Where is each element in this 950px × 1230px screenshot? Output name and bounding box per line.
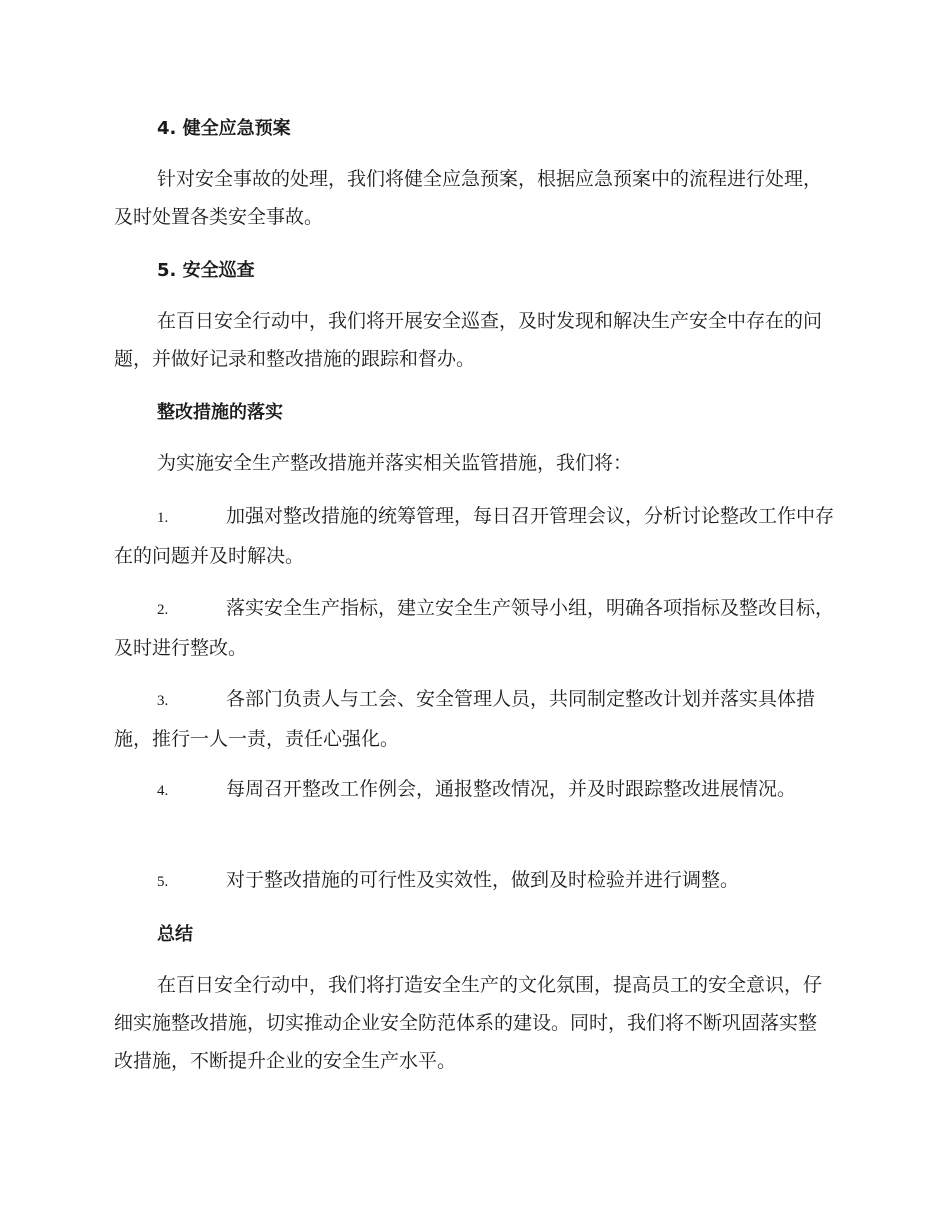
- paragraph-summary: 在百日安全行动中，我们将打造安全生产的文化氛围，提高员工的安全意识，仔细实施整改措施，切实推动企业安全防范体系的建设。同时，我们将不断巩固落实整改措施，不断提升企业的安全生产水平。: [114, 974, 823, 1072]
- list-item: [114, 589, 834, 667]
- list-item-number: 1.: [157, 510, 169, 526]
- list-item-number: 4.: [157, 783, 169, 799]
- list-item-text: 加强对整改措施的统筹管理，每日召开管理会议，分析讨论整改工作中存在的问题并及时解决。: [114, 505, 835, 567]
- list-item-text: 落实安全生产指标，建立安全生产领导小组，明确各项指标及整改目标，及时进行整改。: [114, 597, 835, 659]
- list-item-number: 5.: [157, 874, 169, 890]
- paragraph-implementation-intro: 为实施安全生产整改措施并落实相关监管措施，我们将：: [157, 452, 633, 474]
- paragraph-emergency-plan: 针对安全事故的处理，我们将健全应急预案，根据应急预案中的流程进行处理，及时处置各类安全事故。: [114, 168, 823, 228]
- list-item: [114, 770, 834, 810]
- list-item: [114, 680, 834, 758]
- list-item-number: 2.: [157, 602, 169, 618]
- list-item-text: 对于整改措施的可行性及实效性，做到及时检验并进行调整。: [226, 869, 740, 891]
- paragraph-safety-patrol: 在百日安全行动中，我们将开展安全巡查，及时发现和解决生产安全中存在的问题，并做好记录和整改措施的跟踪和督办。: [114, 310, 823, 370]
- heading-emergency-plan: 4. 健全应急预案: [157, 118, 291, 139]
- heading-safety-patrol: 5. 安全巡查: [157, 260, 255, 281]
- list-item-number: 3.: [157, 693, 169, 709]
- list-item: [114, 861, 834, 901]
- list-item: [114, 497, 834, 575]
- list-item-text: 各部门负责人与工会、安全管理人员，共同制定整改计划并落实具体措施，推行一人一责，责任心强化。: [114, 688, 816, 750]
- heading-summary: 总结: [157, 924, 193, 945]
- list-item-text: 每周召开整改工作例会，通报整改情况，并及时跟踪整改进展情况。: [226, 778, 797, 800]
- heading-implementation: 整改措施的落实: [157, 402, 283, 423]
